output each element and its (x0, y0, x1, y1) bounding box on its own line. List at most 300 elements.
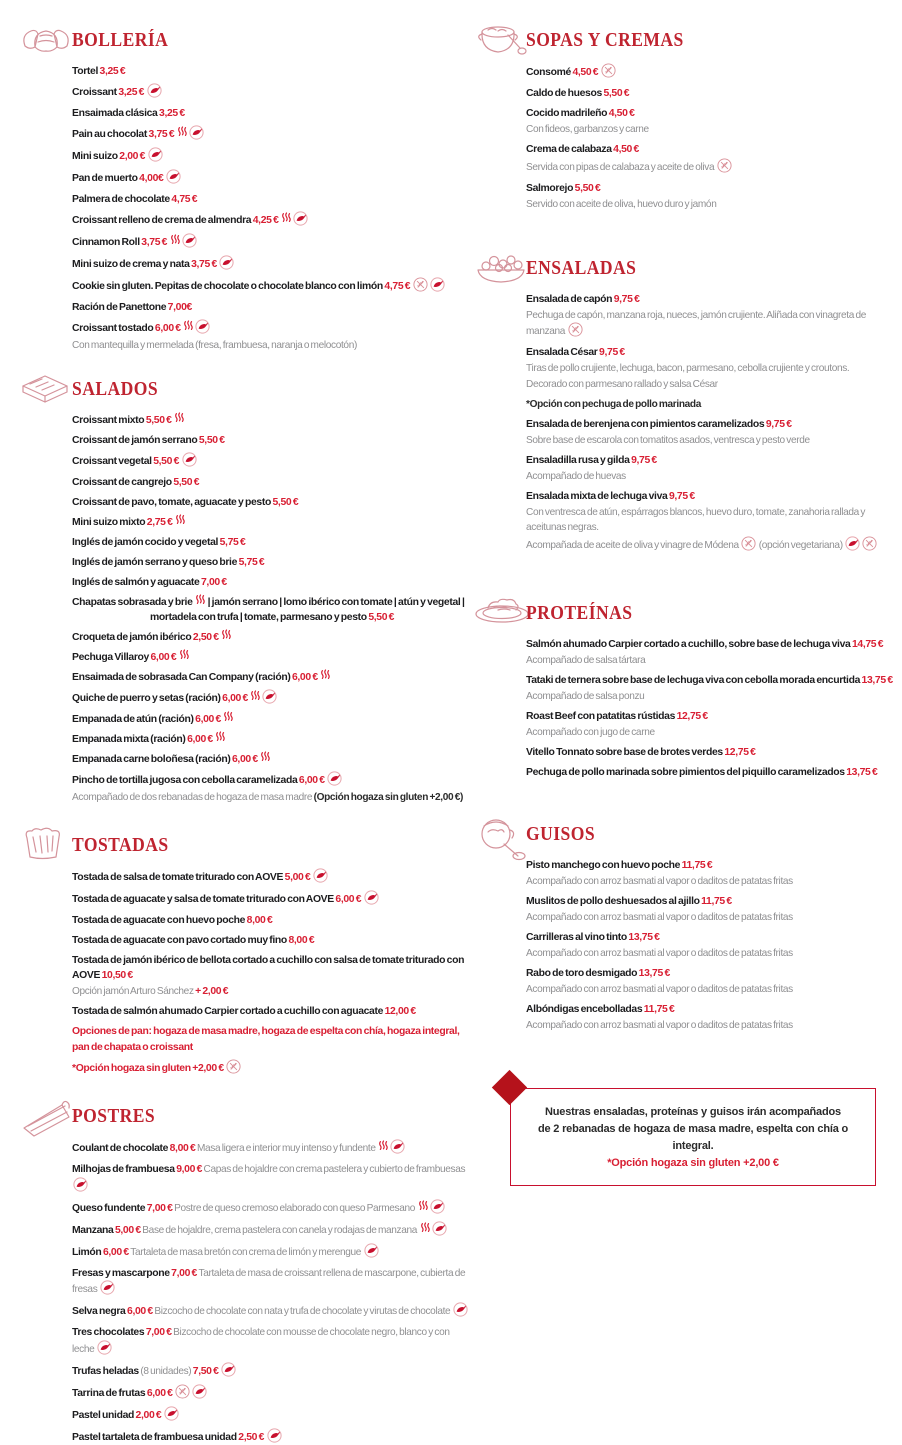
menu-item (526, 85, 902, 101)
section-sopas-y-cremas (474, 30, 902, 212)
item-price: 13,75 € (846, 767, 877, 778)
item-price: 10,50 € (102, 970, 133, 981)
item-name: Carrilleras al vino tinto (526, 932, 628, 943)
item-price: 6,00 € (195, 714, 222, 725)
item-name: Mini suizo mixto (72, 517, 147, 528)
menu-item (72, 534, 470, 550)
menu-item (72, 1003, 470, 1019)
menu-item (72, 83, 470, 101)
vegetarian-icon (364, 1243, 379, 1261)
menu-item (72, 1161, 470, 1194)
note-text-line2: de 2 rebanadas de hogaza de masa madre, espelta con chía o integral. (519, 1121, 867, 1155)
menu-item (72, 1199, 470, 1217)
vegetarian-icon (97, 1340, 112, 1358)
item-note-bold: *Opción con pechuga de pollo marinada (526, 399, 701, 410)
item-price: 9,75 € (614, 294, 640, 305)
steam-icon (179, 649, 189, 664)
menu-item-sub (526, 158, 902, 176)
menu-item (72, 1265, 470, 1298)
menu-item (526, 344, 902, 360)
item-name: Caldo de huesos (526, 88, 603, 99)
item-desc: Bizcocho de chocolate con nata y trufa de chocolate y virutas de chocolate (154, 1306, 451, 1317)
menu-item (72, 669, 470, 685)
note-text-line1: Nuestras ensaladas, proteínas y guisos irán acompañados (519, 1104, 867, 1121)
vegetarian-icon (453, 1302, 468, 1320)
item-name: Inglés de jamón cocido y vegetal (72, 537, 220, 548)
menu-item (72, 1384, 470, 1402)
vegetarian-icon (267, 1428, 282, 1445)
vegetarian-icon (182, 452, 197, 470)
gluten-free-icon (717, 158, 732, 176)
item-desc: (8 unidades) (140, 1366, 192, 1377)
menu-item (72, 1324, 470, 1357)
item-price: 6,00 € (155, 323, 182, 334)
steam-icon (260, 751, 270, 766)
menu-item (72, 211, 470, 229)
item-name: Muslitos de pollo deshuesados al ajillo (526, 896, 701, 907)
vegetarian-icon (182, 233, 197, 251)
item-name: Vitello Tonnato sobre base de brotes verdes (526, 747, 724, 758)
vegetarian-icon (100, 1280, 115, 1298)
item-price: 2,00 € (136, 1410, 163, 1421)
item-price: 4,50 € (609, 108, 635, 119)
cake-icon (20, 1096, 74, 1143)
item-price: 5,00 € (285, 872, 312, 883)
item-desc: Acompañado de dos rebanadas de hogaza de masa madre (72, 792, 314, 803)
section-tostadas (20, 835, 470, 1077)
item-desc: Masa ligera e interior muy intenso y fundente (197, 1143, 377, 1154)
menu-item (526, 180, 902, 196)
steam-icon (221, 629, 231, 644)
item-price: 6,00 € (335, 894, 362, 905)
item-name: Empanada de atún (ración) (72, 714, 195, 725)
menu-item (72, 689, 470, 707)
menu-item (72, 1428, 470, 1445)
gluten-free-icon (601, 63, 616, 81)
item-price: 5,50 € (368, 612, 394, 623)
item-note-red: + 2,00 € (195, 986, 228, 997)
item-name: Manzana (72, 1225, 115, 1236)
vegetarian-icon (221, 1362, 236, 1380)
vegetarian-icon (189, 125, 204, 143)
item-name: Croissant relleno de crema de almendra (72, 215, 253, 226)
section-salados (20, 379, 470, 805)
item-price: 7,00€ (168, 302, 192, 313)
vegetarian-icon (166, 169, 181, 187)
vegetarian-icon (293, 211, 308, 229)
section-header (72, 379, 470, 403)
menu-item (526, 105, 902, 121)
menu-item (72, 1362, 470, 1380)
section-bolleria (20, 30, 470, 353)
item-price: 6,00 € (147, 1388, 174, 1399)
item-price: 5,50 € (199, 435, 225, 446)
item-name: | jamón serrano | lomo ibérico con tomate | atún y vegetal | (206, 597, 464, 608)
item-name: Ensaladilla rusa y gilda (526, 455, 631, 466)
item-desc: Capas de hojaldre con crema pastelera y cubierto de frambuesas (204, 1164, 466, 1175)
item-note-bold: (Opción hogaza sin gluten +2,00 €) (314, 792, 463, 803)
menu-item (72, 912, 470, 928)
menu-item (72, 574, 470, 590)
menu-item (72, 1139, 470, 1157)
section-ensaladas (474, 258, 902, 554)
item-desc: Base de hojaldre, crema pastelera con canela y rodajas de manzana (142, 1225, 418, 1236)
item-name: Empanada carne boloñesa (ración) (72, 754, 232, 765)
item-name: Pan de muerto (72, 173, 139, 184)
section-header (72, 1106, 470, 1130)
menu-item (72, 514, 470, 530)
menu-item-sub (72, 984, 470, 999)
item-price: 5,75 € (220, 537, 246, 548)
menu-item-sub (72, 790, 470, 805)
menu-item-sub (526, 874, 902, 889)
item-price: 4,50 € (613, 144, 639, 155)
toast-icon (20, 825, 74, 868)
menu-item (526, 857, 902, 873)
item-price: 13,75 € (639, 968, 670, 979)
steam-icon (420, 1222, 430, 1237)
menu-item (72, 1023, 470, 1054)
item-price: 6,00 € (103, 1247, 130, 1258)
item-desc: Sobre base de escarola con tomatitos asados, ventresca y pesto verde (526, 435, 810, 446)
menu-item-sub (526, 946, 902, 961)
menu-item (526, 672, 902, 688)
steam-icon (418, 1200, 428, 1215)
item-desc: Decorado con parmesano rallado y salsa César (526, 379, 718, 390)
steam-icon (183, 320, 193, 335)
item-name: Mini suizo de crema y nata (72, 259, 191, 270)
item-name: Tostada de aguacate con huevo poche (72, 915, 247, 926)
vegetarian-icon (219, 255, 234, 273)
item-name: Tostada de jamón ibérico de bellota cortado a cuchillo con salsa de tomate triturado con AOVE (72, 955, 464, 982)
menu-item (72, 191, 470, 207)
item-name: Pincho de tortilla jugosa con cebolla caramelizada (72, 775, 299, 786)
item-name: Queso fundente (72, 1203, 147, 1214)
menu-item-sub (526, 361, 902, 376)
steam-icon (177, 126, 187, 141)
bread-note-box (510, 1088, 876, 1186)
section-guisos (474, 824, 902, 1033)
item-price: 8,00 € (288, 935, 314, 946)
section-header (526, 30, 902, 54)
vegetarian-icon (390, 1139, 405, 1157)
menu-item (72, 554, 470, 570)
item-desc: Acompañado de salsa tártara (526, 655, 645, 666)
section-title: SOPAS Y CREMAS (526, 30, 864, 52)
section-title: POSTRES (72, 1106, 430, 1128)
menu-item (526, 291, 902, 307)
item-price: 7,00 € (147, 1203, 174, 1214)
menu-item-sub (72, 338, 470, 353)
menu-item (72, 474, 470, 490)
menu-item (526, 141, 902, 157)
menu-item-sub (526, 197, 902, 212)
item-name: Tostada de aguacate con pavo cortado muy fino (72, 935, 288, 946)
gluten-free-icon (413, 277, 428, 295)
item-price: 6,00 € (232, 754, 259, 765)
item-name: Empanada mixta (ración) (72, 734, 187, 745)
menu-item (72, 105, 470, 121)
item-desc: Acompañado con arroz basmati al vapor o daditos de patatas fritas (526, 876, 793, 887)
croissant-icon (20, 20, 74, 61)
steam-icon (223, 711, 233, 726)
item-price: 4,75 € (171, 194, 197, 205)
item-price: 9,75 € (599, 347, 625, 358)
menu-item (72, 594, 470, 610)
item-name: Cookie sin gluten. Pepitas de chocolate o chocolate blanco con limón (72, 281, 384, 292)
item-name: Roast Beef con patatitas rústidas (526, 711, 677, 722)
item-desc: Acompañado con jugo de carne (526, 727, 655, 738)
menu-item (72, 1302, 470, 1320)
item-name: Inglés de jamón serrano y queso brie (72, 557, 239, 568)
section-title: GUISOS (526, 824, 864, 846)
menu-item-sub (526, 653, 902, 668)
item-name: Salmorejo (526, 183, 575, 194)
vegetarian-icon (430, 277, 445, 295)
menu-item (72, 169, 470, 187)
sandwich-icon (20, 369, 74, 414)
item-price: 14,75 € (852, 639, 883, 650)
section-header (72, 30, 470, 54)
section-title: PROTEÍNAS (526, 603, 864, 625)
item-price: 3,75 € (149, 129, 176, 140)
item-price: 12,00 € (385, 1006, 416, 1017)
item-name: Tostada de salsa de tomate triturado con AOVE (72, 872, 285, 883)
item-price: 4,25 € (253, 215, 280, 226)
note-text-line3: *Opción hogaza sin gluten +2,00 € (519, 1155, 867, 1172)
item-price: 7,00 € (171, 1268, 198, 1279)
vegetarian-icon (364, 890, 379, 908)
salad-icon (474, 248, 528, 291)
item-price: 3,25 € (159, 108, 185, 119)
item-name: Fresas y mascarpone (72, 1268, 171, 1279)
item-desc: Con fideos, garbanzos y carne (526, 124, 649, 135)
steam-icon (378, 1140, 388, 1155)
menu-item (72, 1059, 470, 1077)
vegetarian-icon (195, 319, 210, 337)
section-title: TOSTADAS (72, 835, 430, 857)
item-name: Chapatas sobrasada y brie (72, 597, 194, 608)
item-desc: Pechuga de capón, manzana roja, nueces, jamón crujiente. Aliñada con vinagreta de manzana (526, 310, 866, 338)
item-name: Crema de calabaza (526, 144, 613, 155)
menu-item (526, 396, 902, 412)
menu-item (526, 744, 902, 760)
item-name: Croissant de jamón serrano (72, 435, 199, 446)
item-name: Pastel unidad (72, 1410, 136, 1421)
item-price: 9,75 € (631, 455, 657, 466)
item-price: 5,50 € (273, 497, 299, 508)
menu-item (72, 452, 470, 470)
pot-icon (474, 814, 528, 867)
item-name: Trufas heladas (72, 1366, 140, 1377)
item-name: Tostada de salmón ahumado Carpier cortado a cuchillo con aguacate (72, 1006, 385, 1017)
menu-item-sub (526, 433, 902, 448)
left-sections (20, 30, 470, 1445)
section-proteinas (474, 603, 902, 780)
menu-item (72, 649, 470, 665)
item-price: 5,50 € (173, 477, 199, 488)
item-name: Palmera de chocolate (72, 194, 171, 205)
vegetarian-icon (147, 83, 162, 101)
menu-item (72, 629, 470, 645)
item-name: Pastel tartaleta de frambuesa unidad (72, 1432, 238, 1443)
item-name: Pain au chocolat (72, 129, 149, 140)
menu-item-sub (526, 689, 902, 704)
item-name: Tarrina de frutas (72, 1388, 147, 1399)
item-desc: Acompañado con arroz basmati al vapor o daditos de patatas fritas (526, 1020, 793, 1031)
menu-item (526, 452, 902, 468)
item-name: Selva negra (72, 1306, 127, 1317)
item-name: Mini suizo (72, 151, 119, 162)
menu-item (72, 1221, 470, 1239)
menu-item (526, 764, 902, 780)
item-price: 9,75 € (669, 491, 695, 502)
item-name: Albóndigas encebolladas (526, 1004, 644, 1015)
menu-item (72, 255, 470, 273)
item-name: Croqueta de jamón ibérico (72, 632, 193, 643)
menu-item (72, 147, 470, 165)
menu-item-sub (526, 982, 902, 997)
item-name: Coulant de chocolate (72, 1143, 170, 1154)
item-name: Pechuga Villaroy (72, 652, 150, 663)
item-price: 6,00 € (127, 1306, 154, 1317)
steam-icon (170, 234, 180, 249)
item-note-red: *Opción hogaza sin gluten +2,00 € (72, 1063, 225, 1074)
item-price: 7,50 € (193, 1366, 220, 1377)
menu-item-sub (526, 469, 902, 484)
item-name: Cocido madrileño (526, 108, 609, 119)
vegetarian-icon (164, 1406, 179, 1424)
steam-icon (195, 594, 205, 609)
item-desc: Acompañada de aceite de oliva y vinagre de Módena (526, 540, 740, 551)
item-name: Tortel (72, 66, 100, 77)
item-name: mortadela con trufa | tomate, parmesano y pesto (150, 612, 368, 623)
item-name: Ensaimada de sobrasada Can Company (ración) (72, 672, 292, 683)
item-name: Ensalada de berenjena con pimientos caramelizados (526, 419, 766, 430)
menu-item-sub (526, 725, 902, 740)
item-price: 7,00 € (201, 577, 227, 588)
item-desc: Tiras de pollo crujiente, lechuga, bacon, parmesano, cebolla crujiente y croutons. (526, 363, 849, 374)
item-desc: Acompañado con arroz basmati al vapor o daditos de patatas fritas (526, 984, 793, 995)
item-name: Consomé (526, 67, 572, 78)
item-name: Limón (72, 1247, 103, 1258)
steam-icon (174, 412, 184, 427)
section-title: BOLLERÍA (72, 30, 430, 52)
item-desc: Bizcocho de chocolate con mousse de chocolate negro, blanco y con leche (72, 1327, 450, 1355)
item-price: 4,50 € (572, 67, 599, 78)
item-price: 9,00 € (176, 1164, 203, 1175)
item-price: 6,00 € (150, 652, 177, 663)
item-desc: Acompañado con arroz basmati al vapor o daditos de patatas fritas (526, 912, 793, 923)
vegetarian-icon (432, 1221, 447, 1239)
menu-item (526, 893, 902, 909)
item-desc: Tartaleta de masa bretón con crema de limón y merengue (130, 1247, 362, 1258)
section-title: SALADOS (72, 379, 430, 401)
item-name: Ensalada de capón (526, 294, 614, 305)
menu-item-sub (526, 505, 902, 534)
item-name: Rabo de toro desmigado (526, 968, 639, 979)
menu-item (526, 929, 902, 945)
item-name: Croissant (72, 87, 118, 98)
menu-item (72, 63, 470, 79)
steam-icon (215, 731, 225, 746)
item-price: 11,75 € (701, 896, 732, 907)
menu-item-sub (526, 308, 902, 340)
vegetarian-icon (73, 1177, 88, 1195)
item-desc: (opción vegetariana) (757, 540, 844, 551)
item-name: Tataki de ternera sobre base de lechuga viva con cebolla morada encurtida (526, 675, 862, 686)
item-name: Croissant de pavo, tomate, aguacate y pesto (72, 497, 273, 508)
steam-icon (175, 514, 185, 529)
menu-item (72, 125, 470, 143)
diamond-ornament (492, 1070, 527, 1105)
menu-item (72, 319, 470, 337)
item-price: 8,00 € (247, 915, 273, 926)
menu-item (72, 952, 470, 983)
gluten-free-icon (226, 1059, 241, 1077)
section-header (526, 603, 902, 627)
item-price: 5,50 € (153, 456, 180, 467)
item-name: Tres chocolates (72, 1327, 146, 1338)
menu-item (526, 416, 902, 432)
menu-item (72, 1406, 470, 1424)
right-sections (474, 30, 902, 1032)
item-price: 5,00 € (115, 1225, 142, 1236)
section-header (526, 824, 902, 848)
gluten-free-icon (568, 322, 583, 340)
item-price: 6,00 € (299, 775, 326, 786)
menu-item-sub (526, 122, 902, 137)
item-price: 2,50 € (193, 632, 220, 643)
menu-item-sub (526, 377, 902, 392)
menu-item-sub (526, 536, 902, 554)
section-title: ENSALADAS (526, 258, 864, 280)
item-desc: Servido con aceite de oliva, huevo duro y jamón (526, 199, 716, 210)
item-desc: Acompañado con arroz basmati al vapor o daditos de patatas fritas (526, 948, 793, 959)
item-desc: Acompañado de salsa ponzu (526, 691, 644, 702)
vegetarian-icon (148, 147, 163, 165)
gluten-free-icon (862, 536, 877, 554)
item-name: Cinnamon Roll (72, 237, 141, 248)
menu-item (72, 932, 470, 948)
section-header (526, 258, 902, 282)
column-left (20, 30, 470, 1445)
menu-item (72, 731, 470, 747)
item-desc: Servida con pipas de calabaza y aceite de oliva (526, 162, 716, 173)
menu-item (72, 494, 470, 510)
menu-item (526, 965, 902, 981)
menu-item (72, 277, 470, 295)
gluten-free-icon (741, 536, 756, 554)
item-price: 3,25 € (100, 66, 126, 77)
item-name: Croissant tostado (72, 323, 155, 334)
item-price: 11,75 € (644, 1004, 675, 1015)
item-name: Croissant de cangrejo (72, 477, 173, 488)
menu-item (72, 890, 470, 908)
item-price: 9,75 € (766, 419, 792, 430)
item-desc: Tartaleta de masa de croissant rellena de mascarpone, cubierta de fresas (72, 1268, 465, 1296)
item-price: 4,00€ (139, 173, 165, 184)
item-price: 7,00 € (146, 1327, 173, 1338)
item-price: 5,50 € (146, 415, 173, 426)
plate-icon (474, 593, 528, 630)
item-name: Ensalada mixta de lechuga viva (526, 491, 669, 502)
item-price: 5,75 € (239, 557, 265, 568)
menu-item (72, 711, 470, 727)
item-price: 11,75 € (682, 860, 713, 871)
item-name: Ensalada César (526, 347, 599, 358)
vegetarian-icon (192, 1384, 207, 1402)
